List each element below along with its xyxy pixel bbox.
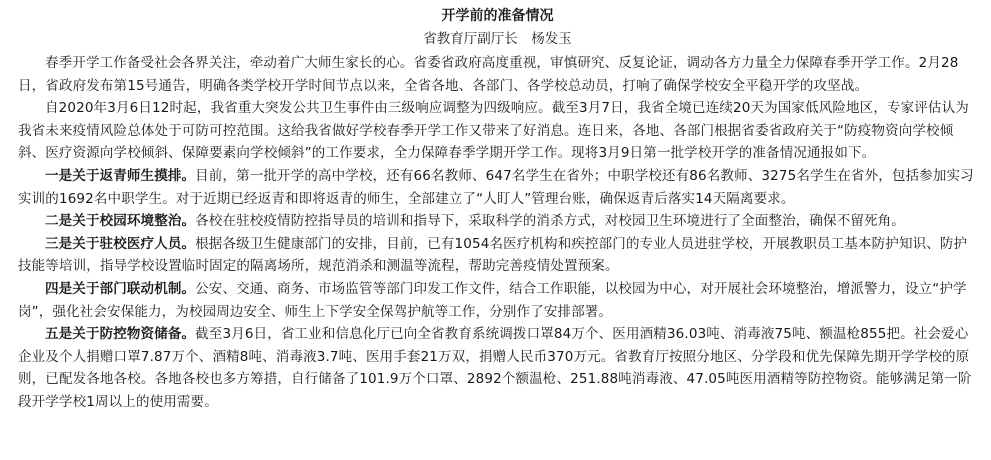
paragraph-text: 根据各级卫生健康部门的安排，目前，已有1054名医疗机构和疾控部门的专业人员进驻学校，开展教职员工基本防护知识、防护技能等培训，指导学校设置临时固定的隔离场所，规范消杀和测温等流程，帮助完善疫情处置预案。 xyxy=(18,235,968,275)
paragraph-text: 公安、交通、商务、市场监管等部门印发工作文件，结合工作职能，以校园为中心，对开展社会环境整治，增派警力，设立“护学岗”，强化社会安保能力，为校园周边安全、师生上下学安全保驾护航等工作，分别作了安排部署。 xyxy=(18,280,967,320)
paragraph-text: 截至3月6日，省工业和信息化厅已向全省教育系统调拨口罩84万个、医用酒精36.03吨、消毒液75吨、额温枪855把。社会爱心企业及个人捐赠口罩7.87万个、酒精8吨、消毒液3.7吨、医用手套21万双，捐赠人民币370万元。省教育厅按照分地区、分学段和优先保障先期开学学校的原则，已配发各地各校。各地各校也多方筹措，自行储备了101.9万个口罩、2892个额温枪、251.88吨消毒液、47.05吨医用酒精等防控物资。能够满足第一阶段开学学校1周以上的使用需要。 xyxy=(18,326,972,410)
paragraph-text: 自2020年3月6日12时起，我省重大突发公共卫生事件由三级响应调整为四级响应。截至3月7日，我省全境已连续20天为国家低风险地区，专家评估认为我省未来疫情风险总体处于可防可控范围。这给我省做好学校春季开学工作又带来了好消息。连日来，各地、各部门根据省委省政府关于“防疫物资向学校倾斜、医疗资源向学校倾斜、保障要素向学校倾斜”的工作要求，全力保障春季学期开学工作。现将3月9日第一批学校开学的准备情况通报如下。 xyxy=(18,100,969,162)
paragraph-text: 目前，第一批开学的高中学校，还有66名教师、647名学生在省外；中职学校还有86名教师、3275名学生在省外，包括参加实习实训的1692名中职学生。对于近期已经返青和即将返青的师生，全部建立了“人盯人”管理台账，确保返青后落实14天隔离要求。 xyxy=(18,167,974,207)
paragraph-lead: 三是关于驻校医疗人员。 xyxy=(45,235,196,252)
paragraph-medical-staff xyxy=(18,233,977,278)
paragraph-lead: 二是关于校园环境整治。 xyxy=(45,213,196,230)
paragraph-lead: 四是关于部门联动机制。 xyxy=(45,280,196,297)
document-title: 开学前的准备情况 xyxy=(441,8,554,24)
paragraph-response-level xyxy=(18,97,977,165)
document-byline: 省教育厅副厅长 杨发玉 xyxy=(423,31,572,47)
paragraph-lead: 五是关于防控物资储备。 xyxy=(45,326,196,343)
paragraph-campus-environment xyxy=(18,210,977,233)
paragraph-text: 春季开学工作备受社会各界关注，牵动着广大师生家长的心。省委省政府高度重视，审慎研究、反复论证，调动各方力量全力保障春季开学工作。2月28日，省政府发布第15号通告，明确各类学校开学时间节点以来，全省各地、各部门、各学校总动员，打响了确保学校安全平稳开学的攻坚战。 xyxy=(18,55,959,94)
paragraph-text: 各校在驻校疫情防控指导员的培训和指导下，采取科学的消杀方式，对校园卫生环境进行了全面整治，确保不留死角。 xyxy=(195,213,905,230)
paragraph-intro xyxy=(18,52,977,97)
paragraph-returning-staff xyxy=(18,165,977,210)
paragraph-lead: 一是关于返青师生摸排。 xyxy=(45,167,196,184)
paragraph-department-linkage xyxy=(18,278,977,323)
paragraph-supplies xyxy=(18,323,977,413)
